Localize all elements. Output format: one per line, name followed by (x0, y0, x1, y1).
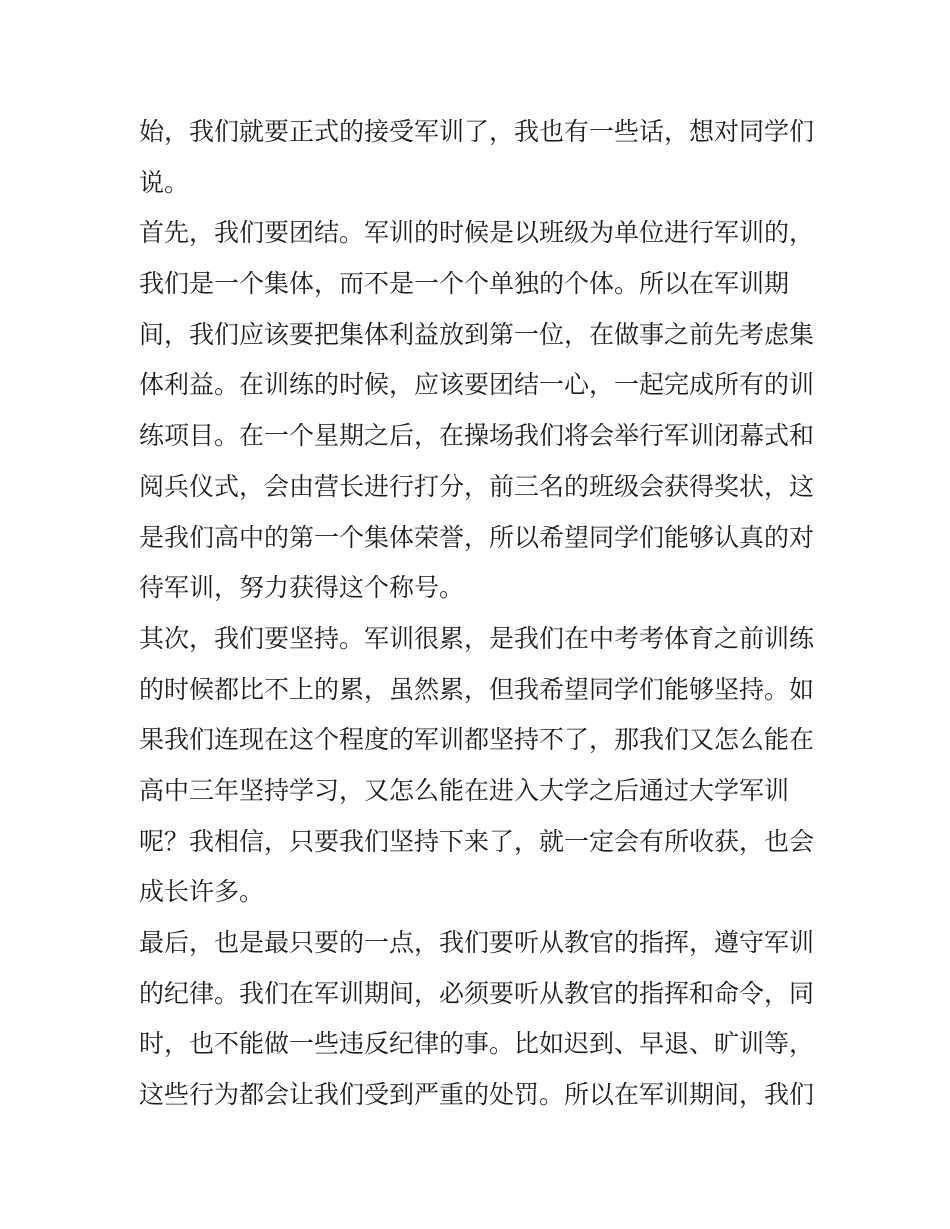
text-line: 待军训，努力获得这个称号。 (139, 573, 465, 603)
text-line: 体利益。在训练的时候，应该要团结一心，一起完成所有的训 (139, 370, 815, 400)
text-line: 其次，我们要坚持。军训很累，是我们在中考考体育之前训练 (139, 623, 815, 653)
text-line: 这些行为都会让我们受到严重的处罚。所以在军训期间，我们 (139, 1080, 815, 1110)
text-line: 呢？我相信，只要我们坚持下来了，就一定会有所收获，也会 (139, 826, 815, 856)
text-line: 的纪律。我们在军训期间，必须要听从教官的指挥和命令，同 (139, 978, 815, 1008)
text-line: 时，也不能做一些违反纪律的事。比如迟到、早退、旷训等， (139, 1029, 815, 1059)
text-line: 练项目。在一个星期之后，在操场我们将会举行军训闭幕式和 (139, 421, 815, 451)
text-line: 说。 (139, 167, 190, 197)
text-line: 是我们高中的第一个集体荣誉，所以希望同学们能够认真的对 (139, 522, 815, 552)
body-text (139, 107, 819, 1121)
text-line: 成长许多。 (139, 877, 265, 907)
text-line: 我们是一个集体，而不是一个个单独的个体。所以在军训期 (139, 269, 790, 299)
text-line: 的时候都比不上的累，虽然累，但我希望同学们能够坚持。如 (139, 674, 815, 704)
text-line: 间，我们应该要把集体利益放到第一位，在做事之前先考虑集 (139, 319, 815, 349)
text-line: 最后，也是最只要的一点，我们要听从教官的指挥，遵守军训 (139, 928, 815, 957)
text-line: 高中三年坚持学习，又怎么能在进入大学之后通过大学军训 (139, 775, 790, 805)
text-line: 首先，我们要团结。军训的时候是以班级为单位进行军训的， (139, 218, 815, 248)
text-line: 始，我们就要正式的接受军训了，我也有一些话，想对同学们 (139, 117, 815, 146)
text-line: 果我们连现在这个程度的军训都坚持不了，那我们又怎么能在 (139, 725, 815, 755)
text-line: 阅兵仪式，会由营长进行打分，前三名的班级会获得奖状，这 (139, 471, 815, 501)
